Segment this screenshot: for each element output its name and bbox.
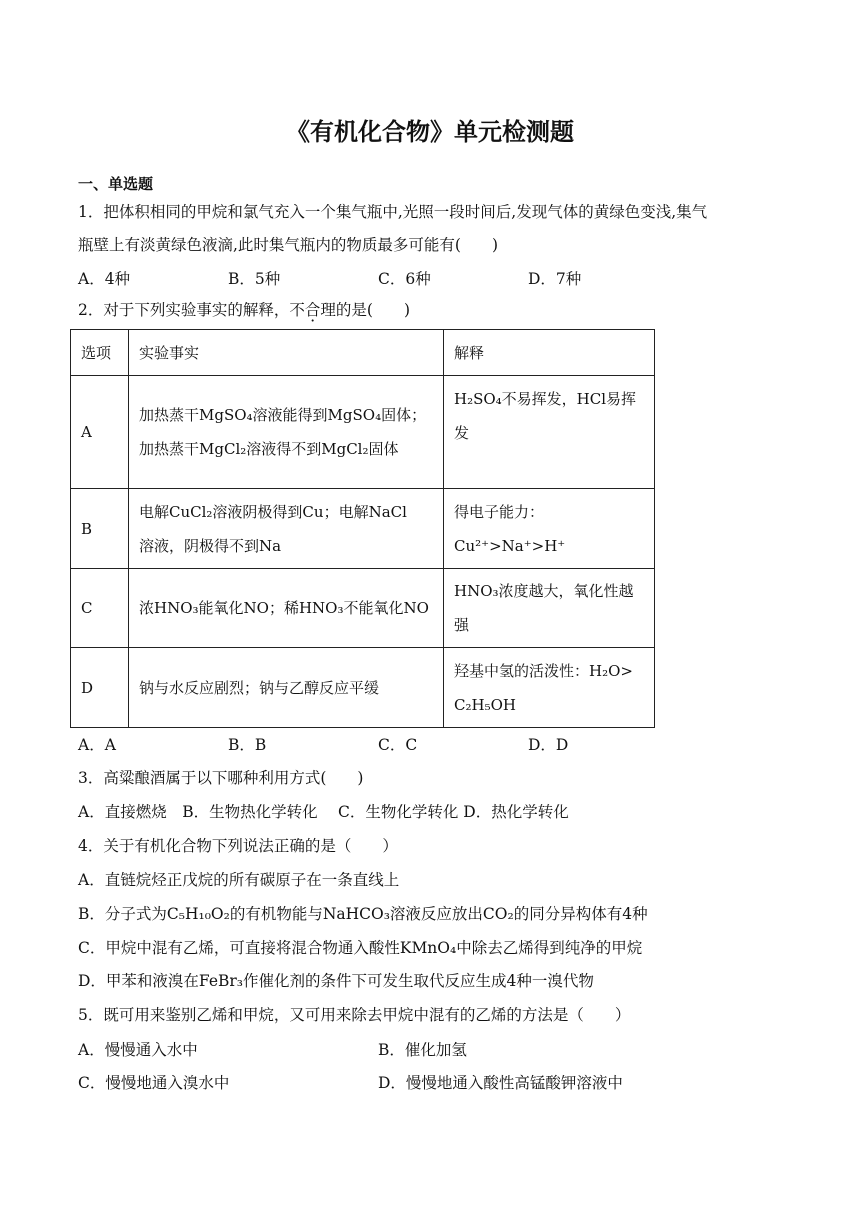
explanation-line: 强 (454, 616, 470, 634)
table-cell-option: B (71, 489, 129, 569)
table-row (71, 569, 655, 648)
q1-option-a[interactable]: A．4种 (78, 270, 131, 288)
q5-option-a[interactable]: A．慢慢通入水中 (78, 1041, 198, 1059)
table-cell-explanation (444, 489, 655, 569)
q5-stem: 5．既可用来鉴别乙烯和甲烷，又可用来除去甲烷中混有的乙烯的方法是（ ） (78, 1006, 631, 1024)
fact-line: 溶液，阴极得不到Na (139, 536, 282, 555)
explanation-line: C₂H₅OH (454, 695, 516, 714)
table-cell-fact (129, 376, 444, 489)
q4-option-b[interactable]: B．分子式为C₅H₁₀O₂的有机物能与NaHCO₃溶液反应放出CO₂的同分异构体有4种 (78, 905, 648, 923)
q2-option-d[interactable]: D．D (528, 736, 569, 754)
table-cell-option: A (71, 376, 129, 489)
table-cell-explanation (444, 376, 655, 489)
q2-stem-post: 的是( ) (335, 301, 410, 319)
q4-stem: 4．关于有机化合物下列说法正确的是（ ） (78, 837, 398, 855)
explanation-line: 羟基中氢的活泼性：H₂O> (454, 661, 633, 680)
fact-line: 加热蒸干MgSO₄溶液能得到MgSO₄固体； (139, 406, 427, 424)
q3-stem: 3．高粱酿酒属于以下哪种利用方式( ) (78, 769, 364, 787)
q3-options[interactable]: A．直接燃烧 B．生物热化学转化 C．生物化学转化 D．热化学转化 (78, 803, 569, 821)
q5-option-d[interactable]: D．慢慢地通入酸性高锰酸钾溶液中 (378, 1074, 623, 1092)
q2-stem-pre: 2．对于下列实验事实的解释， (78, 301, 290, 319)
table-cell-option: C (71, 569, 129, 648)
q2-table (70, 329, 655, 728)
q1-option-d[interactable]: D．7种 (528, 270, 582, 288)
q2-stem (78, 300, 410, 320)
q4-option-c[interactable]: C．甲烷中混有乙烯，可直接将混合物通入酸性KMnO₄中除去乙烯得到纯净的甲烷 (78, 939, 643, 957)
table-row (71, 648, 655, 728)
q1-stem-line2: 瓶壁上有淡黄绿色液滴,此时集气瓶内的物质最多可能有( ) (78, 236, 499, 254)
fact-line: 浓HNO₃能氧化NO；稀HNO₃不能氧化NO (139, 599, 429, 617)
q2-option-b[interactable]: B．B (228, 736, 267, 754)
q2-option-c[interactable]: C．C (378, 736, 418, 754)
q2-option-a[interactable]: A．A (78, 736, 116, 754)
table-cell-fact (129, 648, 444, 728)
table-row (71, 489, 655, 569)
page-title: 《有机化合物》单元检测题 (286, 118, 574, 146)
table-cell-option: D (71, 648, 129, 728)
fact-line: 钠与水反应剧烈；钠与乙醇反应平缓 (139, 678, 380, 697)
explanation-line: H₂SO₄不易挥发，HCl易挥 (454, 390, 637, 408)
table-cell-fact (129, 569, 444, 648)
q1-stem-line1: 1．把体积相同的甲烷和氯气充入一个集气瓶中,光照一段时间后,发现气体的黄绿色变浅,集气 (78, 203, 708, 221)
table-header-row (71, 330, 655, 376)
table-header-explanation: 解释 (444, 330, 655, 376)
table-row (71, 376, 655, 489)
explanation-line: 发 (454, 424, 470, 442)
q1-option-b[interactable]: B．5种 (228, 270, 281, 288)
explanation-line: 得电子能力：Cu²⁺>Na⁺>H⁺ (454, 502, 566, 555)
fact-line: 电解CuCl₂溶液阴极得到Cu；电解NaCl (139, 502, 407, 521)
q4-option-d[interactable]: D．甲苯和液溴在FeBr₃作催化剂的条件下可发生取代反应生成4种一溴代物 (78, 972, 594, 990)
table-cell-explanation (444, 569, 655, 648)
section-heading: 一、单选题 (78, 175, 154, 193)
table-cell-fact (129, 489, 444, 569)
table-header-fact: 实验事实 (129, 330, 444, 376)
q4-option-a[interactable]: A．直链烷烃正戊烷的所有碳原子在一条直线上 (78, 871, 400, 889)
table-cell-explanation (444, 648, 655, 728)
q1-option-c[interactable]: C．6种 (378, 270, 431, 288)
q5-option-b[interactable]: B．催化加氢 (378, 1041, 467, 1059)
table-header-option: 选项 (71, 330, 129, 376)
q2-stem-emphasis: 不合理 (289, 301, 336, 319)
q5-option-c[interactable]: C．慢慢地通入溴水中 (78, 1074, 230, 1092)
fact-line: 加热蒸干MgCl₂溶液得不到MgCl₂固体 (139, 440, 399, 458)
explanation-line: HNO₃浓度越大，氧化性越 (454, 582, 634, 600)
